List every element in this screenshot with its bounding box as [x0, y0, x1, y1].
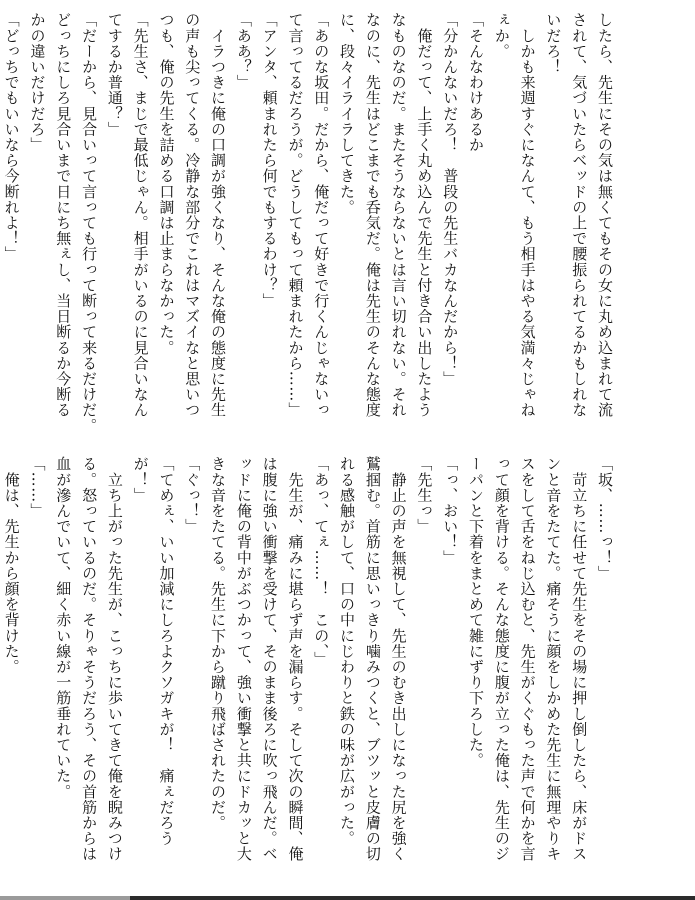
text-line: いだろ！ — [544, 12, 563, 75]
text-line: 立ち上がった先生が、こっちに歩いてきて俺を睨みつけ — [105, 456, 124, 862]
text-line: れる感触がして、口の中にじわりと鉄の味が広がった。 — [338, 456, 357, 846]
text-line: 俺は、先生から顔を背けた。 — [2, 456, 21, 675]
text-line: る。怒っているのだ。そりゃそうだろう、その首筋からは — [80, 456, 99, 862]
text-line: 鷲掴む。首筋に思いっきり噛みつくと、ブツッと皮膚の切 — [363, 456, 382, 862]
text-line: 「先生っ」 — [415, 456, 434, 534]
text-line: 「ぐっ！」 — [183, 456, 202, 534]
text-line: ッドに俺の背中がぶつかって、強い衝撃と共にドカッと大 — [234, 456, 253, 862]
text-line: 「そんなわけあるか — [467, 12, 486, 153]
text-line: て言ってるだろうが。どうしてもって頼まれたから……」 — [286, 12, 305, 418]
text-line: 先生が、痛みに堪らず声を漏らす。そして次の瞬間、俺 — [286, 456, 305, 862]
text-line: されて、気づいたらベッドの上で腰振られてるかもしれな — [570, 12, 589, 418]
text-line: しかも来週すぐになんて、もう相手はやる気満々じゃね — [518, 12, 537, 418]
text-line: 「先生さ、まじで最低じゃん。相手がいるのに見合いなん — [131, 12, 150, 418]
text-line: 苛立ちに任せて先生をその場に押し倒したら、床がドス — [570, 456, 589, 862]
text-line: つも、俺の先生を詰める口調は止まらなかった。 — [157, 12, 176, 356]
text-line: に、段々イライラしてきた。 — [338, 12, 357, 215]
text-line: って顔を背ける。そんな態度に腹が立った俺は、先生のジ — [492, 456, 511, 862]
text-line: 血が滲んでいて、細く赤い線が一筋垂れていた。 — [54, 456, 73, 800]
text-line: が！」 — [131, 456, 150, 503]
text-line: ンと音をたてた。痛そうに顔をしかめた先生に無理やりキ — [544, 456, 563, 862]
text-line: 「坂、……っ！」 — [596, 456, 614, 581]
text-line: 「だーから、見合いって言っても行って断って来るだけだ。 — [80, 12, 99, 434]
text-line: どっちにしろ見合いまで日にち無ぇし、当日断るか今断る — [54, 12, 73, 418]
text-line: スをして舌をねじ込むと、先生がくぐもった声で何かを言 — [518, 456, 537, 862]
text-line: 「てめぇ、いい加減にしろよクソガキが！ 痛ぇだろう — [157, 456, 176, 846]
text-line: の声も尖ってくる。冷静な部分でこれはマズイなと思いつ — [183, 12, 202, 418]
text-line: は腹に強い衝撃を受けて、そのまま後ろに吹っ飛んだ。ベ — [260, 456, 279, 862]
text-line: なものなのだ。またそうならないとは言い切れない。それ — [389, 12, 408, 418]
text-line: 「あっ、てぇ……！ この、」 — [312, 456, 331, 667]
text-line: 「っ、おい！」 — [441, 456, 460, 566]
text-block-bottom — [0, 456, 617, 876]
text-line: きな音をたてる。先生に下から蹴り飛ばされたのだ。 — [209, 456, 228, 831]
text-block-top — [0, 12, 617, 434]
text-line: なのに、先生はどこまでも呑気だ。俺は先生のそんな態度 — [363, 12, 382, 418]
text-line: 俺だって、上手く丸め込んで先生と付き合い出したよう — [415, 12, 434, 418]
text-line: 「ああ？」 — [234, 12, 253, 90]
text-line: 「……」 — [28, 456, 47, 519]
scrollbar-thumb[interactable] — [0, 896, 130, 900]
text-line: 「あのな坂田。だから、俺だって好きで行くんじゃないっ — [312, 12, 331, 418]
text-line: 「分かんないだろ！ 普段の先生バカなんだから！」 — [441, 12, 460, 387]
text-line: ぇか。 — [492, 12, 511, 59]
text-line: かの違いだけだろ」 — [28, 12, 47, 153]
text-line: イラつきに俺の口調が強くなり、そんな俺の態度に先生 — [209, 12, 228, 418]
text-line: てするか普通？」 — [105, 12, 124, 137]
text-line: 静止の声を無視して、先生のむき出しになった尻を強く — [389, 456, 408, 862]
text-line: 「どっちでもいいなら今断れよ！」 — [2, 12, 21, 262]
text-line: したら、先生にその気は無くてもその女に丸め込まれて流 — [596, 12, 614, 418]
text-line: ーパンと下着をまとめて雑にずり下ろした。 — [467, 456, 486, 768]
text-line: 「アンタ、頼まれたら何でもするわけ？」 — [260, 12, 279, 309]
